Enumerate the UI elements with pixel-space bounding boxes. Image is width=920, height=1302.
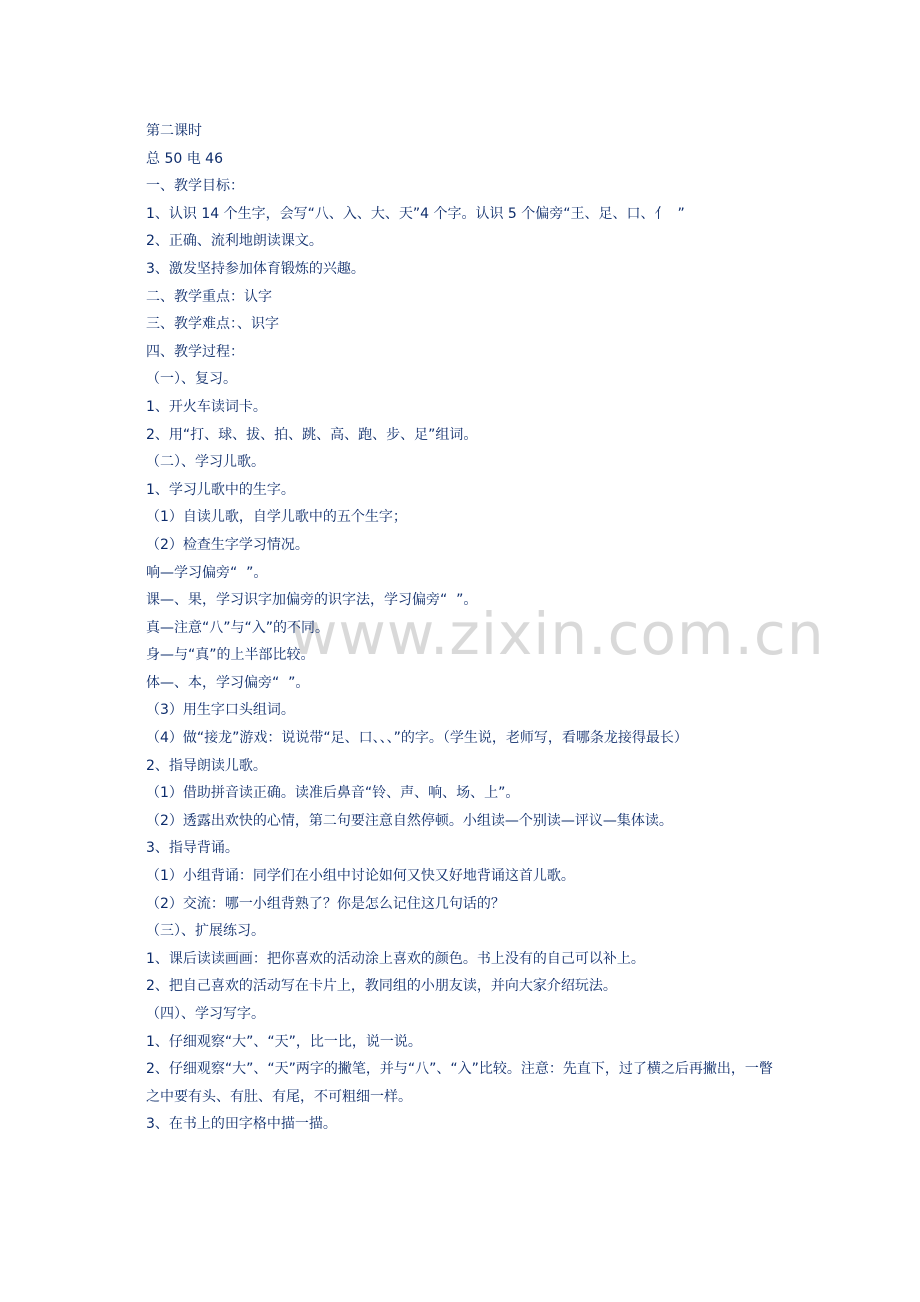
text-line: 3、指导背诵。 xyxy=(146,840,239,857)
document-body xyxy=(146,118,786,1139)
text-line: 2、把自己喜欢的活动写在卡片上，教同组的小朋友读，并向大家介绍玩法。 xyxy=(146,978,617,995)
text-line: 1、仔细观察“大”、“天”，比一比，说一说。 xyxy=(146,1033,422,1050)
text-line: （2）交流：哪一小组背熟了？你是怎么记住这几句话的？ xyxy=(146,895,505,912)
section-heading: 二、教学重点：认字 xyxy=(146,288,272,305)
text-line: 3、激发坚持参加体育锻炼的兴趣。 xyxy=(146,260,365,277)
section-heading: 四、教学过程： xyxy=(146,343,244,360)
subsection-heading: （三）、扩展练习。 xyxy=(146,923,265,940)
text-paragraph: 2、仔细观察“大”、“天”两字的撇笔，并与“八”、“入”比较。注意：先直下，过了横之后再撇出，一瞥之中要有头、有肚、有尾，不可粗细一样。 xyxy=(146,1061,773,1105)
text-line: 2、用“打、球、拔、拍、跳、高、跑、步、足”组词。 xyxy=(146,426,478,443)
section-heading: 一、教学目标： xyxy=(146,178,244,195)
text-line: 1、课后读读画画：把你喜欢的活动涂上喜欢的颜色。书上没有的自己可以补上。 xyxy=(146,950,645,967)
lesson-title: 第二课时 xyxy=(146,123,202,139)
text-line: 身—与“真”的上半部比较。 xyxy=(146,647,315,664)
text-line: （1）借助拼音读正确。读准后鼻音“铃、声、响、场、上”。 xyxy=(146,785,520,802)
text-line: 体—、本，学习偏旁“ ”。 xyxy=(146,674,310,691)
text-line: 1、学习儿歌中的生字。 xyxy=(146,481,295,498)
lesson-code: 总 50 电 46 xyxy=(146,150,223,167)
subsection-heading: （四）、学习写字。 xyxy=(146,1006,265,1022)
text-line: 2、正确、流利地朗读课文。 xyxy=(146,233,323,250)
section-heading: 三、教学难点：、识字 xyxy=(146,316,279,333)
text-line: 真—注意“八”与“入”的不同。 xyxy=(146,619,330,636)
text-line: 2、指导朗读儿歌。 xyxy=(146,757,267,774)
subsection-heading: （二）、学习儿歌。 xyxy=(146,454,265,471)
subsection-heading: （一）、复习。 xyxy=(146,371,237,388)
text-line: 响—学习偏旁“ ”。 xyxy=(146,564,268,581)
text-line: 1、认识 14 个生字，会写“八、入、大、天”4 个字。认识 5 个偏旁“王、足、口、亻 ” xyxy=(146,205,685,222)
watermark-text: www.zixin.com.cn xyxy=(290,600,825,668)
text-line: （2）检查生字学习情况。 xyxy=(146,536,309,553)
text-line: （1）自读儿歌，自学儿歌中的五个生字； xyxy=(146,509,407,526)
text-line: （1）小组背诵：同学们在小组中讨论如何又快又好地背诵这首儿歌。 xyxy=(146,868,575,885)
text-line: （2）透露出欢快的心情，第二句要注意自然停顿。小组读—个别读—评议—集体读。 xyxy=(146,812,673,829)
text-line: 3、在书上的田字格中描一描。 xyxy=(146,1116,337,1133)
text-line: （3）用生字口头组词。 xyxy=(146,702,295,719)
text-line: 1、开火车读词卡。 xyxy=(146,398,267,415)
text-line: 课—、果，学习识字加偏旁的识字法，学习偏旁“ ”。 xyxy=(146,592,478,609)
text-paragraph: （4）做“接龙”游戏：说说带“足、口、、、”的字。（学生说，老师写，看哪条龙接得最长） xyxy=(146,730,688,747)
